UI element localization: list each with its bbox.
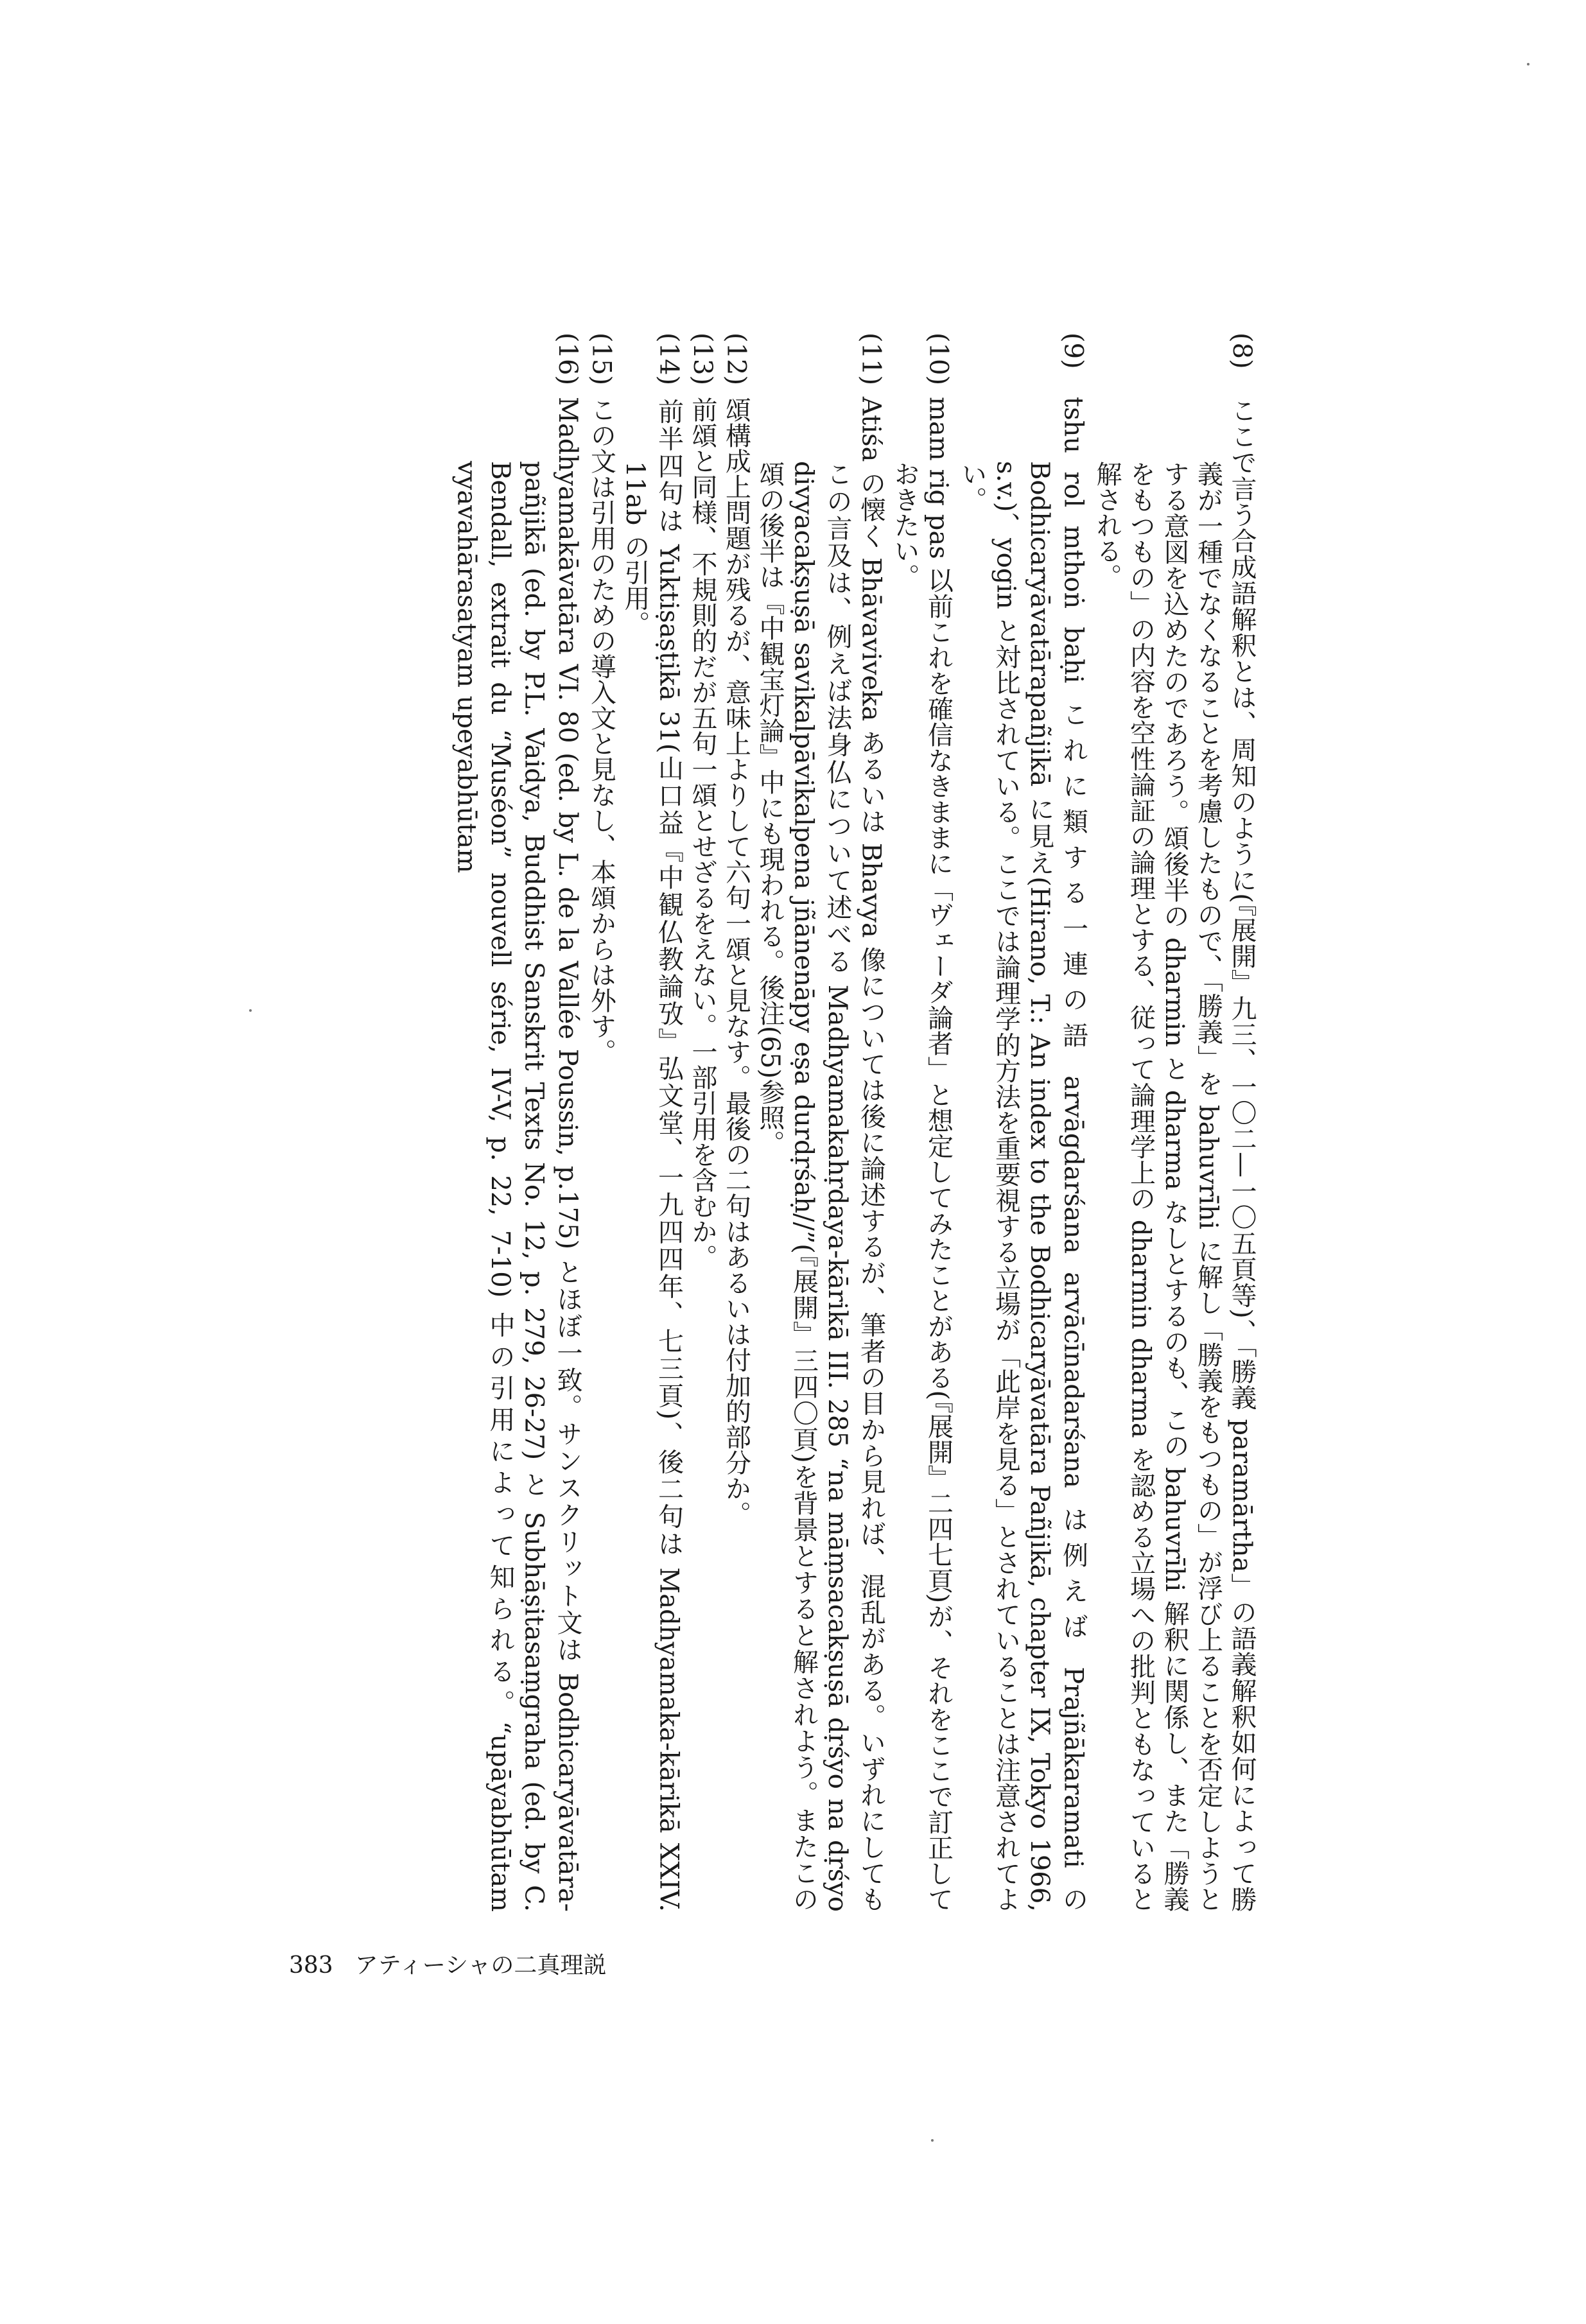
note-text: Madhyamakāvatāra VI. 80 (ed. by L. de la Vallée Poussin, p.175) とほぼ一致。サンスクリット文は Bodhicaryāvatāra-pañjikā (ed. by P.L. Vaidya, Buddhist Sanskrit Texts No. 12, p. 279, 26-27) と Subhāṣitasaṃgraha (ed. by C. Bendall, extrait du “Muséon” nouvell série, IV-V, p. 22, 7-10) 中の引用によって知られる。“upāyabhūtam vyavahārasatyam upeyabhūtam (451, 397, 582, 1912)
note-text: mam rig pas 以前これを確信なきままに「ヴェーダ論者」と想定してみたことがある(『展開』二四七頁)が、それをここで訂正しておきたい。 (890, 397, 954, 1912)
endnotes (283, 333, 1259, 1912)
scan-speck (1527, 63, 1529, 65)
note-text: 前半四句は Yuktiṣaṣṭikā 31(山口益『中観仏教論攷』弘文堂、一九四四年、七三頁)、後二句は Madhyamaka-kārikā XXIV. 11ab の引用。 (620, 397, 684, 1912)
note-text: Atiśa の懐く Bhāvaviveka あるいは Bhavya 像については後に論述するが、筆者の目から見れば、混乱がある。いずれにしてもこの言及は、例えば法身仏について述べる Madhyamakahṛdaya-kārikā III. 285 “na māṃsacakṣuṣā dṛśyo na dṛśyo divyacakṣuṣā savikalpāvikalpena jñānenāpy eṣa durdṛśaḥ//”(『展開』三四〇頁)を背景とすると解されよう。またこの頌の後半は『中観宝灯論』中にも現われる。後注(65)参照。 (755, 397, 886, 1912)
scan-speck (249, 1009, 252, 1012)
note-8: (8)ここで言う合成語解釈とは、周知のように(『展開』九三、一〇二—一〇五頁等)、「勝義 paramārtha」の語義解釈如何によって勝義が一種でなくなることを考慮したもので、「勝義」を bahuvrīhi に解し「勝義をもつもの」が浮び上ることを否定しようとする意図を込めたのであろう。頌後半の dharmin と dharma なしとするのも、この bahuvrīhi 解釈に関係し、また「勝義をもつもの」の内容を空性論証の論理とする、従って論理学上の dharmin dharma を認める立場への批判ともなっていると解される。 (1092, 333, 1257, 1912)
note-text: 前頌と同様、不規則的だが五句一頌とせざるをえない。一部引用を含むか。 (688, 397, 717, 1270)
note-9: (9)tshu rol mthoṅ baḥi これに類する一連の語 arvāgdarśana arvācīnadarśana は例えば Prajñākaramati の Bodhicaryāvatārapañjikā に見え(Hirano, T.: An index to the Bodhicaryāvatāra Pañjikā, chapter IX, Tokyo 1966, s.v.)、yogin と対比されている。ここでは論理学的方法を重要視する立場が「此岸を見る」とされていることは注意されてよい。 (957, 333, 1088, 1912)
note-16: (16)Madhyamakāvatāra VI. 80 (ed. by L. de la Vallée Poussin, p.175) とほぼ一致。サンスクリット文は Bodhicaryāvatāra-pañjikā (ed. by P.L. Vaidya, Buddhist Sanskrit Texts No. 12, p. 279, 26-27) と Subhāṣitasaṃgraha (ed. by C. Bendall, extrait du “Muséon” nouvell série, IV-V, p. 22, 7-10) 中の引用によって知られる。“upāyabhūtam vyavahārasatyam upeyabhūtam (451, 333, 582, 1912)
note-11: (11)Atiśa の懐く Bhāvaviveka あるいは Bhavya 像については後に論述するが、筆者の目から見れば、混乱がある。いずれにしてもこの言及は、例えば法身仏について述べる Madhyamakahṛdaya-kārikā III. 285 “na māṃsacakṣuṣā dṛśyo na dṛśyo divyacakṣuṣā savikalpāvikalpena jñānenāpy eṣa durdṛśaḥ//”(『展開』三四〇頁)を背景とすると解されよう。またこの頌の後半は『中観宝灯論』中にも現われる。後注(65)参照。 (755, 333, 886, 1912)
note-text: ここで言う合成語解釈とは、周知のように(『展開』九三、一〇二—一〇五頁等)、「勝義 paramārtha」の語義解釈如何によって勝義が一種でなくなることを考慮したもので、「勝義」を bahuvrīhi に解し「勝義をもつもの」が浮び上ることを否定しようとする意図を込めたのであろう。頌後半の dharmin と dharma なしとするのも、この bahuvrīhi 解釈に関係し、また「勝義をもつもの」の内容を空性論証の論理とする、従って論理学上の dharmin dharma を認める立場への批判ともなっていると解される。 (1092, 397, 1257, 1912)
note-text: tshu rol mthoṅ baḥi これに類する一連の語 arvāgdarśana arvācīnadarśana は例えば Prajñākaramati の Bodhicaryāvatārapañjikā に見え(Hirano, T.: An index to the Bodhicaryāvatāra Pañjikā, chapter IX, Tokyo 1966, s.v.)、yogin と対比されている。ここでは論理学的方法を重要視する立場が「此岸を見る」とされていることは注意されてよい。 (957, 397, 1088, 1912)
page-number: 383 (289, 1952, 333, 1979)
running-title: アティーシャの二真理説 (354, 1952, 607, 1979)
note-13: (13)前頌と同様、不規則的だが五句一頌とせざるをえない。一部引用を含むか。 (688, 333, 717, 1270)
note-12: (12)頌構成上問題が残るが、意味上よりして六句一頌と見なす。最後の二句はあるいは付加的部分か。 (721, 333, 751, 1527)
note-text: この文は引用のための導入文と見なし、本頌からは外す。 (586, 397, 616, 1064)
page-footer (289, 1947, 931, 1985)
note-14: (14)前半四句は Yuktiṣaṣṭikā 31(山口益『中観仏教論攷』弘文堂、一九四四年、七三頁)、後二句は Madhyamaka-kārikā XXIV. 11ab の引用。 (620, 333, 684, 1912)
note-10: (10)mam rig pas 以前これを確信なきままに「ヴェーダ論者」と想定してみたことがある(『展開』二四七頁)が、それをここで訂正しておきたい。 (890, 333, 954, 1912)
note-text: 頌構成上問題が残るが、意味上よりして六句一頌と見なす。最後の二句はあるいは付加的部分か。 (721, 397, 751, 1527)
note-15: (15)この文は引用のための導入文と見なし、本頌からは外す。 (586, 333, 616, 1064)
scan-speck (931, 2139, 934, 2142)
